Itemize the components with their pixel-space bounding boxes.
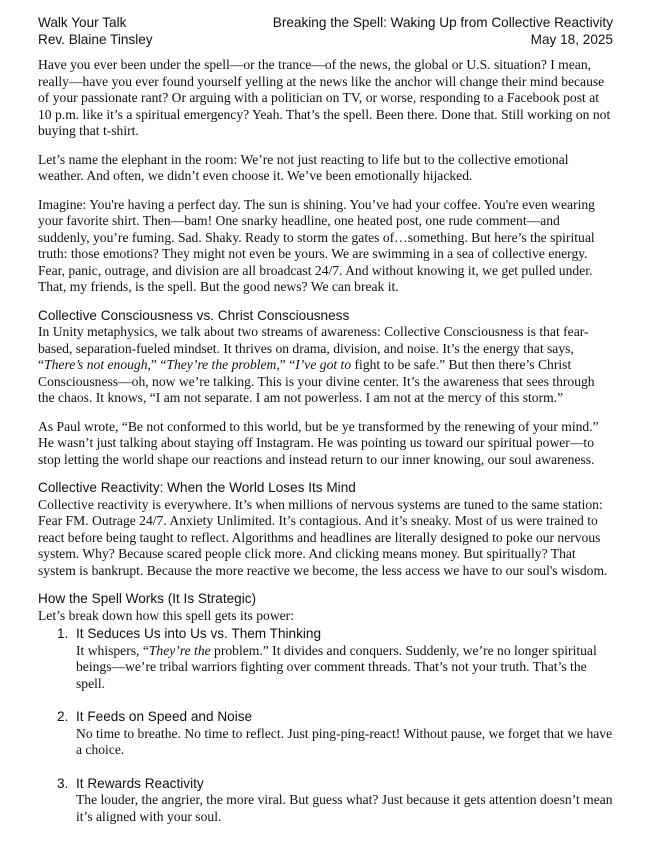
- italic-quote: I’ve got to: [295, 357, 352, 372]
- text-run: In Unity metaphysics, we talk about two streams of awareness: Collective Consciousness is that fear-based, separation-fueled mindset. It thrives on drama, division, and noise. It’s the energy that says, “: [38, 324, 589, 372]
- text-run: ,” “: [276, 357, 296, 372]
- list-number: 2.: [57, 709, 69, 724]
- list-intro: Let’s break down how this spell gets its power:: [38, 607, 294, 623]
- text-run: ,” “: [147, 357, 167, 372]
- list-item-title: It Rewards Reactivity: [76, 775, 204, 791]
- column-title: Walk Your Talk: [38, 15, 127, 30]
- paragraph-paul-quote: As Paul wrote, “Be not conformed to this world, but be ye transformed by the renewing of your mind.” He wasn’t just talking about staying off Instagram. He was pointing us toward our spiritual power—to stop letting the world shape our reactions and instead return to our inner knowing, our soul awareness.: [38, 418, 599, 467]
- list-number: 3.: [57, 775, 69, 791]
- list-item: [38, 709, 613, 759]
- list-item-body: No time to breathe. No time to reflect. Just ping-ping-react! Without pause, we forget that we have a choice.: [76, 725, 613, 757]
- list-item-body: The louder, the angrier, the more viral. But guess what? Just because it gets attention doesn’t mean it’s aligned with your soul.: [76, 792, 613, 824]
- section-heading: Collective Consciousness vs. Christ Consciousness: [38, 307, 350, 323]
- paragraph-elephant: Let’s name the elephant in the room: We’re not just reacting to life but to the collective emotional weather. And often, we didn’t even choose it. We’ve been emotionally hijacked.: [38, 151, 569, 183]
- list-item: [38, 776, 613, 826]
- header-left: [38, 14, 153, 48]
- section-how-spell-works: [38, 591, 613, 825]
- header-right: [273, 14, 613, 48]
- italic-quote: They’re the: [148, 642, 211, 658]
- list-item: [38, 626, 613, 692]
- paragraph-spell-intro: Have you ever been under the spell—or the trance—of the news, the global or U.S. situation? I mean, really—have you ever found yourself yelling at the news like the anchor will change their mind because of your passionate rant? Or arguing with a politician on TV, or worse, responding to a Facebook post at 10 p.m. like it’s a spiritual emergency? Yeah. That’s the spell. Been there. Done that. Still working on not buying that t-shirt.: [38, 57, 611, 138]
- paragraph-reactivity: Collective reactivity is everywhere. It’s when millions of nervous systems are tuned to the same station: Fear FM. Outrage 24/7. Anxiety Unlimited. It’s contagious. And it’s sneaky. Most of us were trained to react before being taught to reflect. Algorithms and headlines are literally designed to poke our nervous system. Why? Because scared people click more. And clicking means money. But spiritually? That system is bankrupt. Because the more reactive we become, the less access we have to our soul's wisdom.: [38, 496, 608, 578]
- list-item-title: It Feeds on Speed and Noise: [76, 709, 253, 724]
- italic-quote: There’s not enough: [44, 357, 148, 372]
- text-run: problem.” It divides and conquers. Suddenly, we’re no longer spiritual beings—we’re tribal warriors fighting over comment threads. That’s not your truth. That’s the spell.: [76, 642, 597, 691]
- list-item-body: [76, 643, 613, 693]
- section-consciousness: [38, 308, 613, 469]
- page-header: [38, 14, 613, 48]
- text-run: It whispers, “: [76, 642, 149, 658]
- list-number: 1.: [57, 626, 69, 641]
- italic-quote: They’re the problem: [166, 357, 277, 372]
- paragraph-imagine: Imagine: You're having a perfect day. The sun is shining. You’ve had your coffee. You're even wearing your favorite shirt. Then—bam! One snarky headline, one heated post, one rude comment—and suddenly, you’re fuming. Sad. Shaky. Ready to storm the gates of…something. But here’s the spiritual truth: those emotions? They might not even be yours. We are swimming in a sea of collective energy. Fear, panic, outrage, and division are all broadcast 24/7. And without knowing it, we get pulled under. That, my friends, is the spell. But the good news? We can break it.: [38, 196, 595, 294]
- section-heading: Collective Reactivity: When the World Loses Its Mind: [38, 480, 356, 495]
- section-heading: How the Spell Works (It Is Strategic): [38, 591, 257, 606]
- author-name: Rev. Blaine Tinsley: [38, 32, 153, 47]
- text-run: fight to be safe.” But then there’s Christ Consciousness—oh, now we’re talking. This is your divine center. It’s the awareness that sees through the chaos. It knows, “I am not separate. I am not powerless. I am not at the mercy of this storm.”: [38, 357, 595, 405]
- section-collective-reactivity: [38, 480, 613, 579]
- paragraph-two-streams: [38, 324, 613, 407]
- numbered-list: [38, 626, 613, 825]
- sermon-date: May 18, 2025: [530, 32, 613, 47]
- sermon-title: Breaking the Spell: Waking Up from Collective Reactivity: [272, 15, 613, 30]
- list-item-title: It Seduces Us into Us vs. Them Thinking: [76, 626, 322, 641]
